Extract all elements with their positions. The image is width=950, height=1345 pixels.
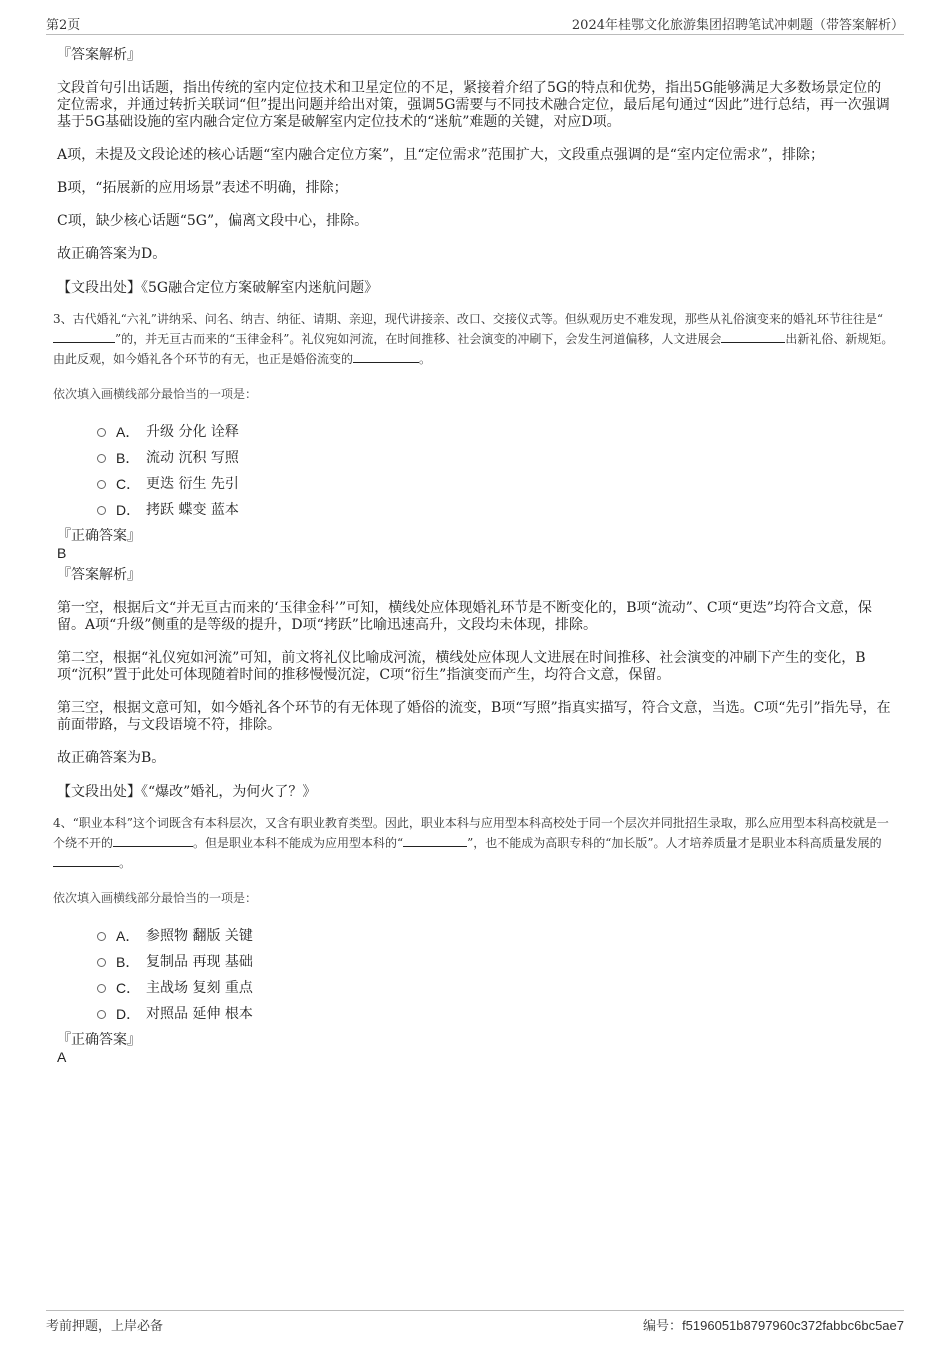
analysis-paragraph: B项，“拓展新的应用场景”表述不明确，排除；: [57, 180, 348, 196]
option-c[interactable]: C． 更迭 衍生 先引: [97, 471, 895, 497]
option-a[interactable]: A． 升级 分化 诠释: [97, 419, 895, 445]
page-footer: [46, 1310, 904, 1336]
analysis-conclusion: 故正确答案为D。: [57, 246, 167, 262]
question-4-prompt: 依次填入画横线部分最恰当的一项是：: [53, 891, 258, 905]
fill-blank: [53, 853, 119, 867]
fill-blank: [113, 833, 193, 847]
analysis-paragraph: 第二空，根据“礼仪宛如河流”可知，前文将礼仪比喻成河流，横线处应体现人文进展在时间推移、社会演变的冲刷下产生的变化，B项“沉积”置于此处可体现随着时间的推移慢慢沉淀，C项“衍生”指演变而产生，均符合文意，保留。: [57, 650, 866, 683]
page-number: 第2页: [46, 18, 81, 33]
radio-button[interactable]: [97, 428, 106, 437]
page-header: [46, 14, 904, 35]
document-code: 编号：f5196051b8797960c372fabbc6bc5ae7: [643, 1318, 904, 1334]
analysis-tag: 『答案解析』: [57, 567, 141, 583]
radio-button[interactable]: [97, 454, 106, 463]
radio-button[interactable]: [97, 1010, 106, 1019]
analysis-paragraph: C项，缺少核心话题“5G”，偏离文段中心，排除。: [57, 213, 369, 229]
fill-blank: [403, 833, 467, 847]
document-title: 2024年桂鄂文化旅游集团招聘笔试冲刺题（带答案解析）: [571, 18, 904, 33]
option-c[interactable]: C． 主战场 复刻 重点: [97, 975, 895, 1001]
text-source: 【文段出处】《“爆改”婚礼，为何火了？》: [57, 784, 317, 800]
fill-blank: [721, 329, 785, 343]
question-3-text: 3、古代婚礼“六礼”讲纳采、问名、纳吉、纳征、请期、亲迎，现代讲接亲、改口、交接仪式等。但纵观历史不难发现，那些从礼俗演变来的婚礼环节往往是“”的，并无亘古而来的“玉律金科”。礼仪宛如河流，在时间推移、社会演变的冲刷下，会发生河道偏移，人文进展会 出新礼俗、新规矩。由此反观，如今婚礼各个环节的有无，也正是婚俗流变的 。: [53, 312, 894, 366]
radio-button[interactable]: [97, 506, 106, 515]
fill-blank: [53, 329, 115, 343]
correct-answer: B: [57, 545, 67, 561]
option-b[interactable]: B． 流动 沉积 写照: [97, 445, 895, 471]
question-4-text: 4、“职业本科”这个词既含有本科层次，又含有职业教育类型。因此，职业本科与应用型本科高校处于同一个层次并同批招生录取，那么应用型本科高校就是一个绕不开的 。但是职业本科不能成为应用型本科的“ ”，也不能成为高职专科的“加长版”。人才培养质量才是职业本科高质量发展的。: [53, 816, 889, 870]
fill-blank: [353, 349, 419, 363]
analysis-paragraph: 第三空，根据文意可知，如今婚礼各个环节的有无体现了婚俗的流变，B项“写照”指真实描写，符合文意，当选。C项“先引”指先导，在前面带路，与文段语境不符，排除。: [57, 700, 891, 733]
radio-button[interactable]: [97, 932, 106, 941]
option-d[interactable]: D． 拷跃 蝶变 蓝本: [97, 497, 895, 523]
radio-button[interactable]: [97, 984, 106, 993]
text-source: 【文段出处】《5G融合定位方案破解室内迷航问题》: [57, 280, 379, 296]
question-4-options: [97, 923, 895, 1027]
question-3-options: [97, 419, 895, 523]
page-content: [53, 46, 895, 1066]
correct-answer-tag: 『正确答案』: [57, 528, 141, 544]
question-3-prompt: 依次填入画横线部分最恰当的一项是：: [53, 387, 258, 401]
correct-answer: A: [57, 1049, 67, 1065]
option-b[interactable]: B． 复制品 再现 基础: [97, 949, 895, 975]
radio-button[interactable]: [97, 480, 106, 489]
analysis-paragraph: 第一空，根据后文“并无亘古而来的‘玉律金科’”可知，横线处应体现婚礼环节是不断变化的，B项“流动”、C项“更迭”均符合文意，保留。A项“升级”侧重的是等级的提升，D项“拷跃”比喻迅速高升，文段均未体现，排除。: [57, 600, 872, 633]
option-a[interactable]: A． 参照物 翻版 关键: [97, 923, 895, 949]
analysis-conclusion: 故正确答案为B。: [57, 750, 166, 766]
radio-button[interactable]: [97, 958, 106, 967]
option-d[interactable]: D． 对照品 延伸 根本: [97, 1001, 895, 1027]
analysis-paragraph: A项，未提及文段论述的核心话题“室内融合定位方案”，且“定位需求”范围扩大，文段重点强调的是“室内定位需求”，排除；: [57, 147, 825, 163]
analysis-paragraph: 文段首句引出话题，指出传统的室内定位技术和卫星定位的不足，紧接着介绍了5G的特点和优势，指出5G能够满足大多数场景定位的定位需求，并通过转折关联词“但”提出问题并给出对策，强调5G需要与不同技术融合定位，最后尾句通过“因此”进行总结，再一次强调基于5G基础设施的室内融合定位方案是破解室内定位技术的“迷航”难题的关键，对应D项。: [57, 80, 890, 130]
analysis-tag: 『答案解析』: [57, 47, 141, 63]
correct-answer-tag: 『正确答案』: [57, 1032, 141, 1048]
footer-slogan: 考前押题，上岸必备: [46, 1319, 164, 1334]
